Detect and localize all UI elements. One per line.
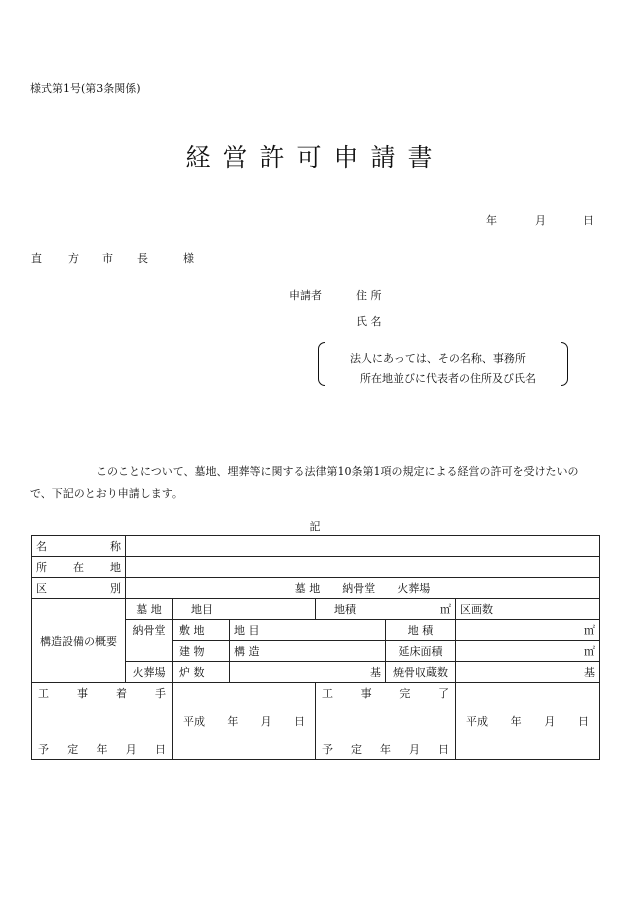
addressee-char: 直: [31, 252, 42, 265]
applicant-label: 申請者: [289, 289, 322, 302]
applicant-name-label: 氏 名: [356, 315, 382, 328]
start-label-char: 定: [67, 743, 79, 756]
columbarium-structure-field[interactable]: [230, 641, 386, 662]
form-reference: 様式第1号(第3条関係): [30, 82, 141, 95]
cemetery-label: 墓 地: [126, 599, 173, 620]
completion-month-label: 月: [544, 715, 556, 728]
crematorium-ossuary-unit: 基: [584, 666, 595, 679]
completion-year-label: 年: [510, 715, 522, 728]
cemetery-land-field[interactable]: [173, 599, 316, 620]
construction-start-label: [32, 683, 173, 760]
table-row: [32, 578, 600, 599]
addressee-honorific: 様: [183, 252, 194, 265]
category-option-cemetery[interactable]: 墓 地: [294, 582, 321, 595]
completion-label-char: 日: [438, 743, 449, 756]
columbarium-structure-label: 構 造: [234, 645, 260, 658]
cemetery-area-unit: ㎡: [440, 603, 451, 616]
category-field[interactable]: [126, 578, 600, 599]
completion-label-char: 了: [437, 687, 449, 700]
completion-era: 平成: [466, 715, 488, 728]
start-label-char: 月: [125, 743, 137, 756]
location-label-char: 所: [36, 561, 47, 574]
name-label-char: 名: [36, 540, 47, 553]
completion-label-char: 年: [380, 743, 391, 756]
start-day-label: 日: [293, 715, 305, 728]
columbarium-site-land-field[interactable]: [230, 620, 386, 641]
name-label-char: 称: [110, 540, 121, 553]
completion-label-char: 事: [360, 687, 372, 700]
completion-label-char: 月: [409, 743, 420, 756]
location-label: [32, 557, 126, 578]
start-label-char: 手: [155, 687, 166, 700]
table-row: [32, 557, 600, 578]
crematorium-furnace-label: 炉 数: [173, 662, 230, 683]
right-bracket: [561, 342, 568, 386]
columbarium-building-label: 建 物: [173, 641, 230, 662]
columbarium-floor-area-unit: ㎡: [584, 645, 595, 658]
columbarium-site-area-label: 地 積: [386, 620, 456, 641]
crematorium-ossuary-label: 焼骨収蔵数: [386, 662, 456, 683]
completion-day-label: 日: [577, 715, 589, 728]
name-field[interactable]: [126, 536, 600, 557]
columbarium-floor-area-label: 延床面積: [386, 641, 456, 662]
record-heading: 記: [309, 520, 321, 533]
application-table: [31, 535, 600, 760]
category-label-char: 別: [110, 582, 121, 595]
addressee-char: 市: [102, 252, 113, 265]
name-label: [32, 536, 126, 557]
start-year-label: 年: [227, 715, 239, 728]
structure-label: 構造設備の概要: [32, 599, 126, 683]
corporation-note-line-1: 法人にあっては、その名称、事務所: [350, 352, 526, 365]
table-row: [32, 536, 600, 557]
addressee-char: 方: [68, 252, 79, 265]
location-field[interactable]: [126, 557, 600, 578]
date-day-label: 日: [583, 214, 594, 227]
crematorium-furnace-field[interactable]: [230, 662, 386, 683]
completion-label-char: 予: [322, 743, 333, 756]
columbarium-site-label: 敷 地: [173, 620, 230, 641]
construction-completion-label: [316, 683, 456, 760]
cemetery-plots-field[interactable]: [456, 599, 600, 620]
construction-completion-date-field[interactable]: [456, 683, 600, 760]
crematorium-label: 火葬場: [126, 662, 173, 683]
date-year-label: 年: [486, 214, 497, 227]
corporation-note: [318, 342, 568, 384]
table-row: [32, 683, 600, 760]
cemetery-area-field[interactable]: [316, 599, 456, 620]
addressee-char: 長: [137, 252, 148, 265]
category-option-crematorium[interactable]: 火葬場: [397, 582, 431, 595]
left-bracket: [318, 342, 325, 386]
page-title: 経営許可申請書: [185, 143, 445, 172]
start-month-label: 月: [260, 715, 272, 728]
cemetery-area-label: 地積: [334, 603, 356, 616]
category-option-columbarium[interactable]: 納骨堂: [342, 582, 376, 595]
application-statement: [30, 461, 600, 505]
crematorium-furnace-unit: 基: [370, 666, 381, 679]
completion-label-char: 工: [322, 687, 333, 700]
table-row: [32, 599, 600, 620]
columbarium-floor-area-field[interactable]: [456, 641, 600, 662]
corporation-note-line-2: 所在地並びに代表者の住所及び氏名: [360, 372, 536, 385]
start-label-char: 年: [96, 743, 108, 756]
start-label-char: 予: [38, 743, 49, 756]
construction-start-date-field[interactable]: [173, 683, 316, 760]
start-era: 平成: [183, 715, 205, 728]
columbarium-site-area-field[interactable]: [456, 620, 600, 641]
completion-label-char: 完: [399, 687, 411, 700]
application-statement-text: このことについて、墓地、埋葬等に関する法律第10条第1項の規定による経営の許可を受けたいので、下記のとおり申請します。: [30, 465, 579, 500]
columbarium-label: 納骨堂: [126, 620, 173, 662]
start-label-char: 事: [77, 687, 88, 700]
columbarium-site-land-label: 地 目: [234, 624, 260, 637]
completion-label-char: 定: [351, 743, 362, 756]
start-label-char: 工: [38, 687, 49, 700]
columbarium-site-area-unit: ㎡: [584, 624, 595, 637]
category-label-char: 区: [36, 582, 47, 595]
location-label-char: 在: [73, 561, 84, 574]
cemetery-land-label: 地目: [191, 603, 213, 616]
applicant-address-label: 住 所: [356, 289, 382, 302]
start-label-char: 着: [116, 687, 127, 700]
crematorium-ossuary-field[interactable]: [456, 662, 600, 683]
location-label-char: 地: [110, 561, 121, 574]
category-label: [32, 578, 126, 599]
cemetery-plots-label: 区画数: [460, 603, 493, 616]
start-label-char: 日: [155, 743, 166, 756]
date-month-label: 月: [535, 214, 546, 227]
